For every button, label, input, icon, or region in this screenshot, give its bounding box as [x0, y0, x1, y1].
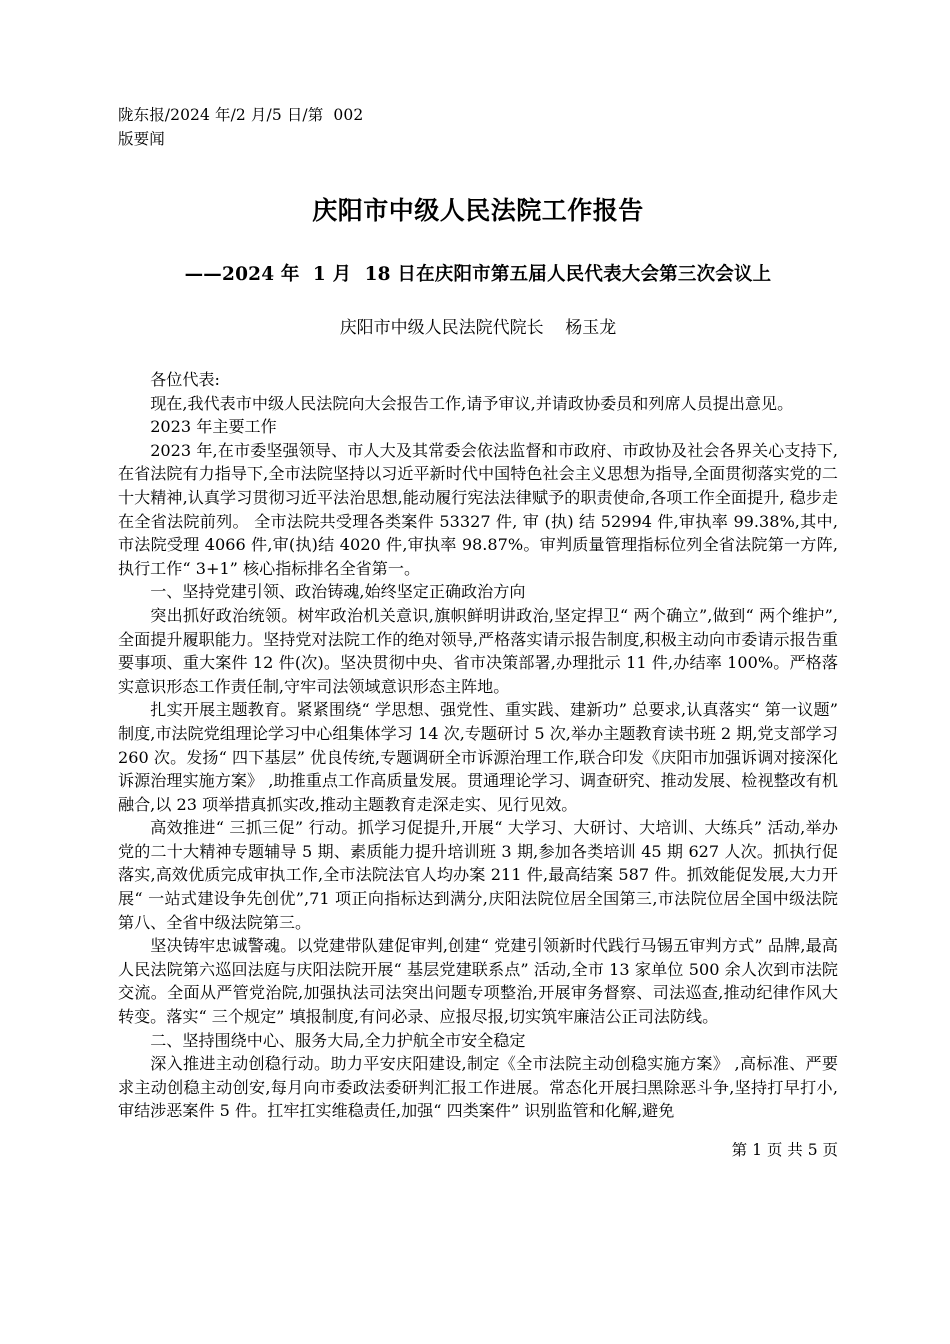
document-title: 庆阳市中级人民法院工作报告: [312, 196, 644, 225]
source-header-line-2: 版要闻: [118, 129, 165, 148]
paragraph-stability-action: 深入推进主动创稳行动。助力平安庆阳建设,制定《全市法院主动创稳实施方案》 ,高标准、严要求主动创稳主动创安,每月向市委政法委研判汇报工作进展。常态化开展扫黑除恶斗争,坚持打早打小,审结涉恶案件 5 件。扛牢扛实维稳责任,加强“ 四类案件” 识别监管和化解,避免: [118, 1054, 838, 1121]
paragraph-section-two-heading: 二、坚持围绕中心、服务大局,全力护航全市安全稳定: [150, 1030, 526, 1050]
paragraph-three-grasps: 高效推进“ 三抓三促” 行动。抓学习促提升,开展“ 大学习、大研讨、大培训、大练兵” 活动,举办党的二十大精神专题辅导 5 期、素质能力提升培训班 3 期,参加各类培训 45 期 627 人次。抓执行促落实,高效优质完成审执工作,全市法院法官人均办案 211 件,最高结案 587 件。抓效能促发展,大力开展“ 一站式建设争先创优”,71 项正向指标达到满分,庆阳法院位居全国第三,市法院位居全国中级法院第八、全省中级法院第三。: [118, 818, 838, 932]
paragraph-2023-overview: 2023 年,在市委坚强领导、市人大及其常委会依法监督和市政府、市政协及社会各界关心支持下,在省法院有力指导下,全市法院坚持以习近平新时代中国特色社会主义思想为指导,全面贯彻落实党的二十大精神,认真学习贯彻习近平法治思想,能动履行宪法法律赋予的职责使命,各项工作全面提升, 稳步走在全省法院前列。 全市法院共受理各类案件 53327 件, 审 (执) 结 52994 件,审执率 99.38%,其中,市法院受理 4066 件,审(执)结 4020 件,审执率 98.87%。审判质量管理指标位列全省法院第一方阵,执行工作“ 3+1” 核心指标排名全省第一。: [118, 440, 838, 578]
document-body: [118, 368, 844, 1123]
document-subtitle: ——2024 年 1 月 18 日在庆阳市第五届人民代表大会第三次会议上: [184, 264, 772, 285]
paragraph-loyalty-spirit: 坚决铸牢忠诚警魂。以党建带队建促审判,创建“ 党建引领新时代践行马锡五审判方式” 品牌,最高人民法院第六巡回法庭与庆阳法院开展“ 基层党建联系点” 活动,全市 13 家单位 500 余人次到市法院交流。全面从严管党治院,加强执法司法突出问题专项整治,开展审务督察、司法巡查,推动纪律作风大转变。落实“ 三个规定” 填报制度,有问必录、应报尽报,切实筑牢廉洁公正司法防线。: [118, 936, 838, 1027]
document-byline: 庆阳市中级人民法院代院长 杨玉龙: [339, 318, 617, 338]
paragraph-political-leadership: 突出抓好政治统领。树牢政治机关意识,旗帜鲜明讲政治,坚定捍卫“ 两个确立”,做到“ 两个维护”,全面提升履职能力。坚持党对法院工作的绝对领导,严格落实请示报告制度,积极主动向市委请示报告重要事项、重大案件 12 件(次)。坚决贯彻中央、省市决策部署,办理批示 11 件,办结率 100%。严格落实意识形态工作责任制,守牢司法领域意识形态主阵地。: [118, 605, 838, 696]
paragraph-salutation: 各位代表:: [150, 370, 220, 389]
paragraph-thematic-education: 扎实开展主题教育。紧紧围绕“ 学思想、强党性、重实践、建新功” 总要求,认真落实“ 第一议题” 制度,市法院党组理论学习中心组集体学习 14 次,专题研讨 5 次,举办主题教育读书班 2 期,党支部学习 260 次。发扬“ 四下基层” 优良传统,专题调研全市诉源治理工作,联合印发《庆阳市加强诉调对接深化诉源治理实施方案》 ,助推重点工作高质量发展。贯通理论学习、调查研究、推动发展、检视整改有机融合,以 23 项举措真抓实改,推动主题教育走深走实、见行见效。: [118, 700, 844, 814]
source-header-line-1: 陇东报/2024 年/2 月/5 日/第 002: [118, 106, 364, 124]
source-header: [118, 104, 838, 151]
page-content: [118, 104, 844, 1123]
paragraph-section-2023-heading: 2023 年主要工作: [150, 417, 277, 437]
paragraph-intro: 现在,我代表市中级人民法院向大会报告工作,请予审议,并请政协委员和列席人员提出意见。: [150, 393, 794, 413]
paragraph-section-one-heading: 一、坚持党建引领、政治铸魂,始终坚定正确政治方向: [150, 582, 526, 602]
page-footer: 第 1 页 共 5 页: [731, 1141, 838, 1159]
